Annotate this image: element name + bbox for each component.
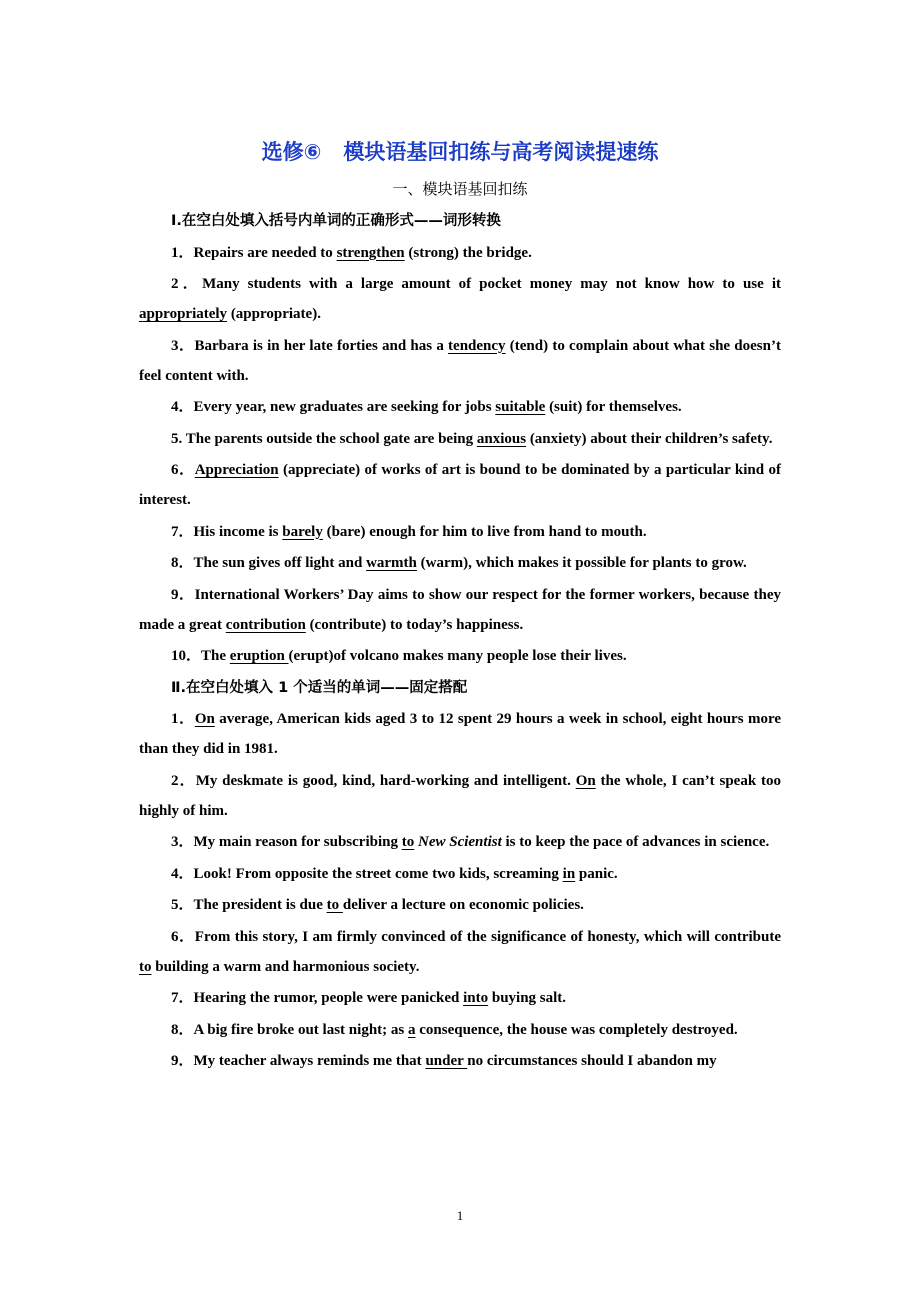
item-text: International Workers’ Day aims to show our respect for the former workers, because they made a great [139, 586, 781, 633]
item-text: My deskmate is good, kind, hard-working and intelligent. [195, 772, 576, 789]
exercise-item [139, 1015, 781, 1045]
item-text: Many students with a large amount of pocket money may not know how to use it [202, 276, 781, 292]
item-text: panic. [575, 865, 618, 882]
exercise-item [139, 922, 781, 982]
item-text: (strong) the bridge. [404, 244, 532, 261]
item-text: buying salt. [488, 990, 567, 1006]
answer-blank: suitable [495, 399, 546, 415]
answer-blank: under [425, 1053, 468, 1069]
item-text: (warm), which makes it possible for plants to grow. [416, 555, 747, 571]
page-title [0, 136, 920, 166]
item-text: Barbara is in her late forties and has a [194, 337, 449, 354]
item-text: Hearing the rumor, people were panicked [193, 990, 464, 1006]
answer-blank: Appreciation [194, 462, 279, 478]
answer-blank: into [463, 990, 489, 1006]
answer-blank: to [326, 897, 343, 913]
answer-blank: to [401, 834, 415, 850]
item-text: Look! From opposite the street come two kids, screaming [193, 865, 563, 882]
answer-blank: On [194, 711, 215, 727]
answer-blank: appropriately [139, 306, 228, 322]
item-number: 8． [171, 1021, 194, 1038]
item-number: 1． [171, 244, 194, 261]
answer-blank: barely [282, 523, 323, 540]
exercise-item [139, 269, 781, 329]
item-text: The sun gives off light and [193, 555, 367, 571]
answer-blank: anxious [476, 430, 527, 447]
item-number: 4． [171, 865, 194, 882]
page-number: 1 [456, 1208, 464, 1223]
item-text: The president is due [193, 897, 327, 913]
item-text: (appropriate). [227, 306, 321, 322]
item-text: (suit) for themselves. [545, 399, 682, 415]
item-text: deliver a lecture on economic policies. [342, 897, 584, 913]
answer-blank: warmth [366, 555, 417, 571]
exercise-item [139, 890, 781, 920]
item-number: 5． [171, 897, 194, 913]
item-text: The [201, 648, 230, 664]
exercise-item [139, 580, 781, 640]
title-module: 选修⑥ [261, 140, 322, 164]
item-text: (appreciate) of works of art is bound to be dominated by a particular kind of interest. [139, 462, 781, 508]
item-number: 2． [171, 772, 196, 789]
item-number: 9． [171, 586, 195, 603]
item-text: His income is [193, 523, 283, 540]
item-number: 7． [171, 990, 194, 1006]
answer-blank: a [407, 1021, 416, 1038]
section1-heading: Ⅰ.在空白处填入括号内单词的正确形式——词形转换 [171, 213, 501, 229]
item-number: 7． [171, 523, 194, 540]
section2-heading: Ⅱ.在空白处填入 1 个适当的单词——固定搭配 [171, 679, 468, 696]
item-number: 1． [171, 711, 195, 727]
item-text: average, American kids aged 3 to 12 spent 29 hours a week in school, eight hours more than they did in 1981. [139, 711, 781, 757]
item-text: consequence, the house was completely destroyed. [415, 1021, 738, 1038]
exercise-item [139, 704, 781, 764]
item-number: 2． [171, 276, 203, 292]
section-subtitle: 一、模块语基回扣练 [392, 180, 528, 198]
answer-blank: strengthen [336, 244, 405, 261]
exercise-item [139, 1046, 781, 1076]
item-text: From this story, I am firmly convinced of the significance of honesty, which will contribute [194, 928, 781, 945]
item-text: (tend) to complain about what she doesn’t feel content with. [139, 337, 781, 384]
exercise-item [139, 766, 781, 826]
answer-blank: On [575, 772, 596, 789]
exercise-item [139, 859, 781, 889]
item-text: The parents outside the school gate are being [185, 430, 477, 447]
item-text: (erupt)of volcano makes many people lose their lives. [288, 648, 627, 664]
answer-blank: to [139, 958, 152, 975]
exercise-item [139, 331, 781, 391]
item-text: (contribute) to today’s happiness. [305, 616, 524, 633]
item-text: (anxiety) about their children’s safety. [526, 430, 773, 447]
item-text: Every year, new graduates are seeking for jobs [193, 399, 496, 415]
exercise-item [139, 983, 781, 1013]
exercise-item [139, 827, 781, 857]
exercise-item [139, 455, 781, 515]
item-text: (bare) enough for him to live from hand to mouth. [322, 523, 647, 540]
item-text: A big fire broke out last night; as [193, 1021, 408, 1038]
answer-blank: eruption [229, 648, 289, 664]
title-text: 模块语基回扣练与高考阅读提速练 [343, 140, 659, 164]
exercise-item [139, 424, 781, 454]
item-number: 8． [171, 555, 194, 571]
item-number: 6． [171, 462, 195, 478]
item-text: the whole, I can’t speak too highly of him. [139, 772, 781, 819]
exercise-item [139, 641, 781, 671]
item-number: 4． [171, 399, 194, 415]
item-number: 10． [171, 648, 202, 664]
exercise-item [139, 517, 781, 547]
item-text: My teacher always reminds me that [193, 1053, 426, 1069]
exercise-body [139, 206, 781, 1078]
exercise-item [139, 548, 781, 578]
item-number: 9． [171, 1053, 194, 1069]
item-text: is to keep the pace of advances in science. [501, 834, 770, 850]
exercise-item [139, 238, 781, 268]
item-number: 3． [171, 834, 194, 850]
item-number: 5. [171, 430, 186, 447]
italic-title: New Scientist [417, 834, 502, 850]
item-number: 3． [171, 337, 195, 354]
answer-blank: contribution [225, 616, 306, 633]
answer-blank: tendency [448, 337, 506, 354]
item-text: building a warm and harmonious society. [151, 958, 420, 975]
item-text: My main reason for subscribing [193, 834, 402, 850]
item-text: no circumstances should I abandon my [467, 1053, 717, 1069]
section1-items [139, 238, 781, 672]
item-text: Repairs are needed to [193, 244, 337, 261]
item-number: 6． [171, 928, 195, 945]
section2-items [139, 704, 781, 1076]
answer-blank: in [562, 865, 576, 882]
exercise-item [139, 392, 781, 422]
